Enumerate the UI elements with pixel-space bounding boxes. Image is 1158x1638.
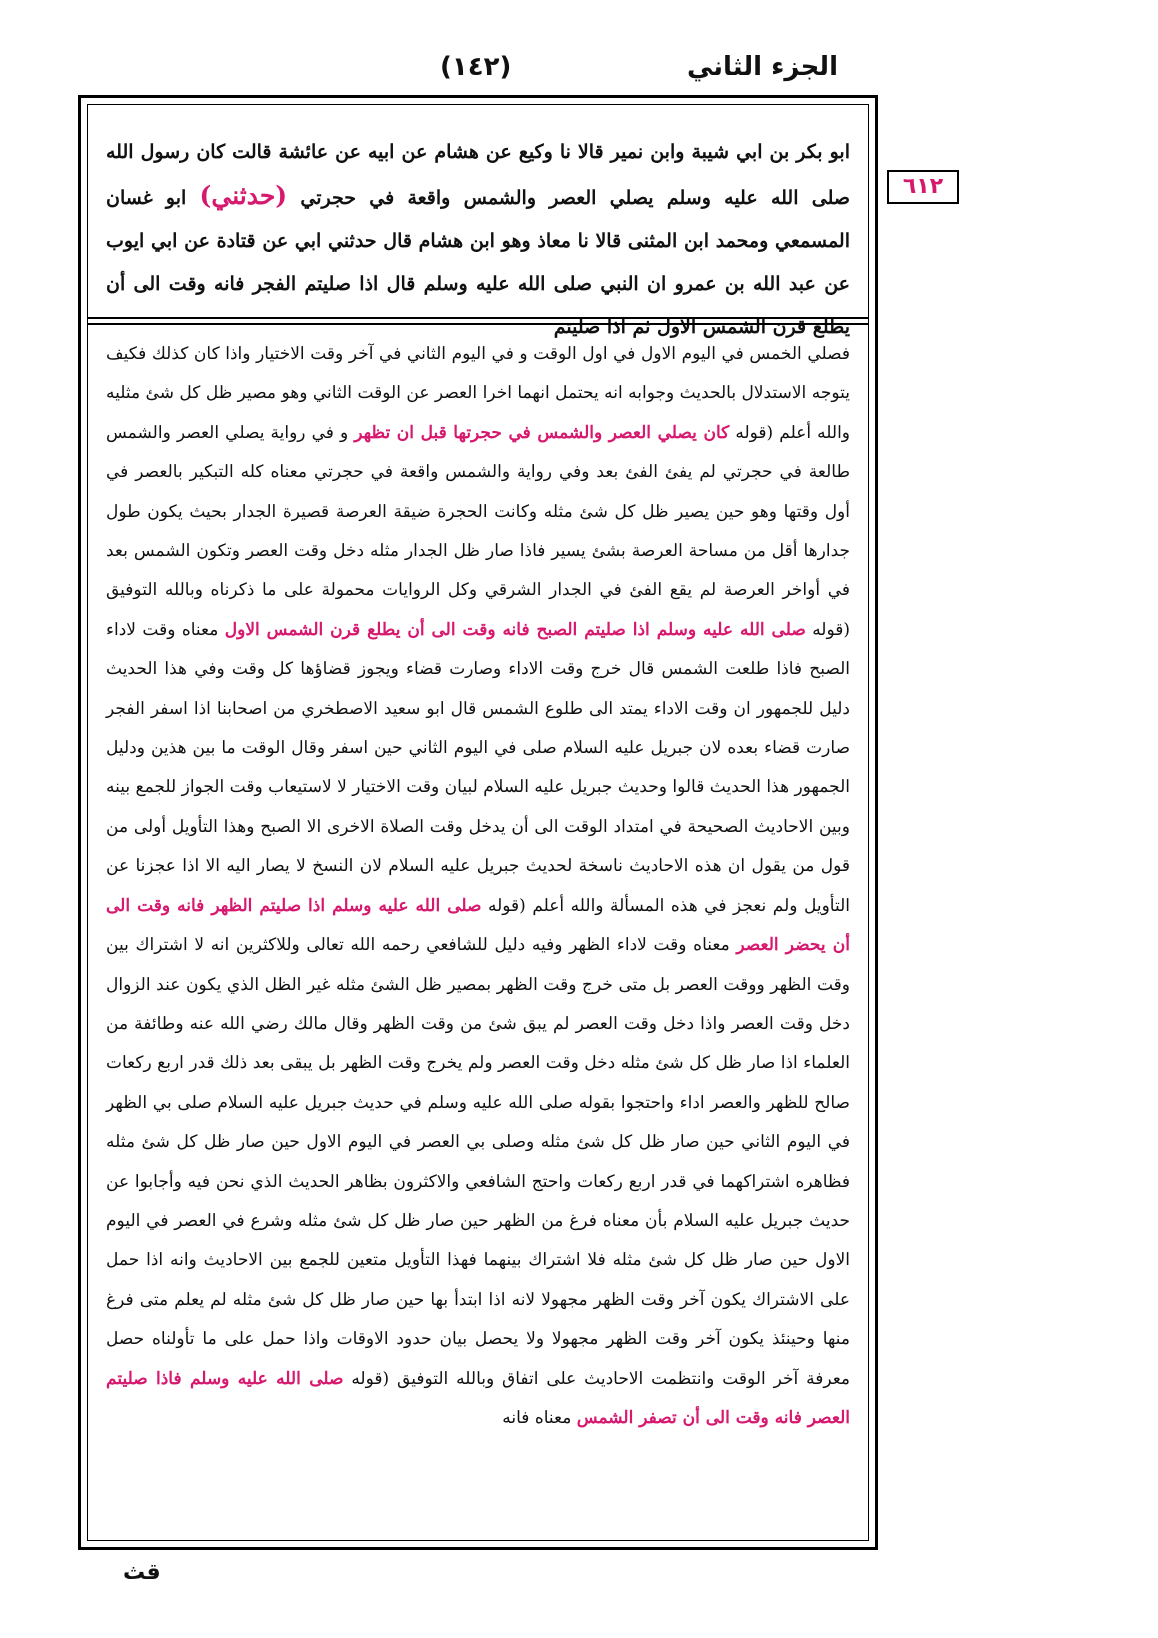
commentary-paragraph xyxy=(106,335,850,1438)
commentary-segment: و في رواية يصلي العصر والشمس طالعة في حجرتي لم يفئ الفئ بعد وفي رواية والشمس واقعة في حجرتي معناه كله التبكير بالعصر في أول وقتها وهو حين يصير ظل كل شئ مثله وكانت الحجرة ضيقة العرصة قصيرة الجدار بحيث يكون طول جدارها أقل من مساحة العرصة بشئ يسير فاذا صار ظل الجدار مثله دخل وقت العصر وتكون الشمس بعد في أواخر العرصة لم يقع الفئ في الجدار الشرقي وكل الروايات محمولة على ما ذكرناه وبالله التوفيق xyxy=(106,422,850,601)
hadith-text-part1: ابو بكر بن ابي شيبة وابن نمير قالا نا وكيع عن هشام عن ابيه عن عائشة قالت كان رسول الله صلى الله عليه وسلم يصلي العصر والشمس واقعة في حجرتي xyxy=(106,141,851,209)
part-title: الجزء الثاني xyxy=(686,52,838,82)
page-frame-inner xyxy=(87,104,869,1541)
quote-open: (قوله xyxy=(487,895,526,916)
haddathani-marker: (حدثني) xyxy=(199,181,288,210)
page-number: (١٤٢) xyxy=(440,52,512,82)
commentary-segment: معناه فانه xyxy=(502,1407,572,1428)
quoted-phrase: كان يصلي العصر والشمس في حجرتها قبل ان تظهر xyxy=(354,422,730,443)
commentary-segment: فصلي الخمس في اليوم الاول في اول الوقت و في اليوم الثاني في آخر وقت الاختيار واذا كان كذلك فكيف يتوجه الاستدلال بالحديث وجوابه انه يحتمل انهما اخرا العصر عن الوقت الثاني وهو مصير ظل كل شئ مثليه والله أعلم xyxy=(106,344,851,443)
hadith-number-box: ٦١٢ xyxy=(887,170,959,204)
page-frame xyxy=(78,95,878,1550)
commentary-segment: معناه وقت لاداء الصبح فاذا طلعت الشمس قال خرج وقت الاداء وصارت قضاء ويجوز قضاؤها كل وقت وفي هذا الحديث دليل للجمهور ان وقت الاداء يمتد الى طلوع الشمس قال ابو سعيد الاصطخري من اصحابنا اذا اسفر الفجر صارت قضاء بعده لان جبريل عليه السلام صلى في اليوم الثاني حين اسفر وقال الوقت ما بين هذين ودليل الجمهور هذا الحديث قالوا وحديث جبريل عليه السلام لبيان وقت الاختيار لا لاستيعاب وقت الجواز للجمع بينه وبين الاحاديث الصحيحة في امتداد الوقت الى أن يدخل وقت الصلاة الاخرى الا الصبح وهذا التأويل أولى من قول من يقول ان هذه الاحاديث ناسخة لحديث جبريل عليه السلام لان النسخ لا يصار اليه الا اذا عجزنا عن التأويل ولم نعجز في هذه المسألة والله أعلم xyxy=(106,619,851,916)
quoted-phrase: صلى الله عليه وسلم فاذا صليتم العصر فانه وقت الى أن تصفر الشمس xyxy=(106,1368,850,1428)
commentary-segment: معناه وقت لاداء الظهر وفيه دليل للشافعي رحمه الله تعالى وللاكثرين انه لا اشتراك بين وقت الظهر ووقت العصر بل متى خرج وقت الظهر بمصير ظل الشئ مثله غير الظل الذي يكون عند الزوال دخل وقت العصر واذا دخل وقت العصر لم يبق شئ من وقت الظهر وقال مالك رضي الله عنه وطائفة من العلماء اذا صار ظل كل شئ مثله دخل وقت العصر ولم يخرج وقت الظهر بل يبقى بعد ذلك قدر اربع ركعات صالح للظهر والعصر اداء واحتجوا بقوله صلى الله عليه وسلم في حديث جبريل عليه السلام صلى بي الظهر في اليوم الثاني حين صار ظل كل شئ مثله وصلى بي العصر في اليوم الاول حين صار ظل كل شئ مثله فظاهره اشتراكهما في قدر اربع ركعات واحتج الشافعي والاكثرون بظاهر الحديث الذي نحن فيه وأجابوا عن حديث جبريل عليه السلام بأن معناه فرغ من الظهر حين صار ظل كل شئ مثله وشرع في العصر في اليوم الاول حين صار ظل كل شئ مثله فلا اشتراك بينهما فهذا التأويل متعين للجمع بين الاحاديث وانه اذا حمل على الاشتراك يكون آخر وقت الظهر مجهولا لانه اذا ابتدأ بها حين صار ظل كل شئ مثله لم يعلم متى فرغ منها وحينئذ يكون آخر وقت الظهر مجهولا ولا يحصل بيان حدود الاوقات واذا حمل على ما تأولناه حصل معرفة آخر الوقت وانتظمت الاحاديث على اتفاق وبالله التوفيق xyxy=(106,935,851,1389)
section-divider xyxy=(88,317,868,325)
signature-mark: قث xyxy=(123,1560,161,1585)
quote-open: (قوله xyxy=(735,422,774,443)
quoted-phrase: صلى الله عليه وسلم اذا صليتم الصبح فانه وقت الى أن يطلع قرن الشمس الاول xyxy=(224,619,806,640)
hadith-text-part2: ابو غسان المسمعي ومحمد ابن المثنى قالا نا معاذ وهو ابن هشام قال حدثني ابي عن قتادة عن ابي ايوب عن عبد الله بن عمرو ان النبي صلى الله عليه وسلم قال اذا صليتم الفجر فانه وقت الى أن يطلع قرن الشمس الاول ثم اذا صليتم xyxy=(106,187,850,338)
hadith-text xyxy=(106,131,851,338)
quoted-phrase: صلى الله عليه وسلم اذا صليتم الظهر فانه وقت الى أن يحضر العصر xyxy=(106,895,851,956)
quote-open: (قوله xyxy=(812,619,851,640)
quote-open: (قوله xyxy=(351,1368,390,1389)
commentary-text xyxy=(106,335,850,1530)
